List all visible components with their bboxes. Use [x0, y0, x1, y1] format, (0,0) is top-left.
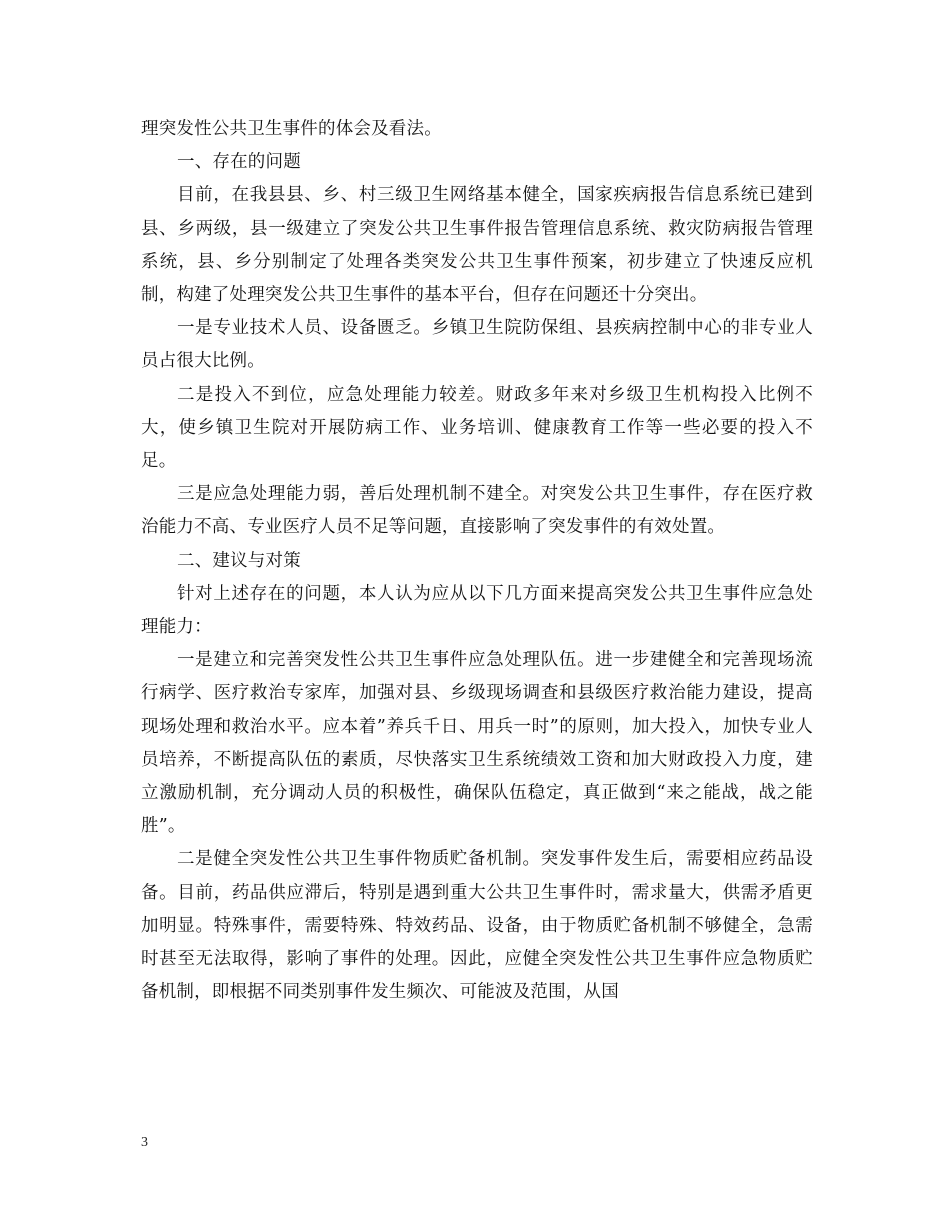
page-number: 3 — [141, 1135, 148, 1150]
paragraph-current-status: 目前，在我县县、乡、村三级卫生网络基本健全，国家疾病报告信息系统已建到县、乡两级，县一级建立了突发公共卫生事件报告管理信息系统、救灾防病报告管理系统，县、乡分别制定了处理各类突发公共卫生事件预案，初步建立了快速反应机制，构建了处理突发公共卫生事件的基本平台，但存在问题还十分突出。 — [141, 185, 813, 306]
paragraph-continuation: 理突发性公共卫生事件的体会及看法。 — [141, 119, 442, 139]
paragraph-suggestions-intro: 针对上述存在的问题，本人认为应从以下几方面来提高突发公共卫生事件应急处理能力： — [141, 583, 813, 638]
section-heading-suggestions: 二、建议与对策 — [177, 550, 301, 571]
paragraph-problem-two: 二是投入不到位，应急处理能力较差。财政多年来对乡级卫生机构投入比例不大，使乡镇卫生院对开展防病工作、业务培训、健康教育工作等一些必要的投入不足。 — [141, 384, 813, 472]
paragraph-suggestion-one: 一是建立和完善突发性公共卫生事件应急处理队伍。进一步建健全和完善现场流行病学、医疗救治专家库，加强对县、乡级现场调查和县级医疗救治能力建设，提高现场处理和救治水平。应本着”养兵千日、用兵一时”的原则，加大投入，加快专业人员培养，不断提高队伍的素质，尽快落实卫生系统绩效工资和加大财政投入力度，建立激励机制，充分调动人员的积极性，确保队伍稳定，真正做到“来之能战，战之能胜”。 — [141, 650, 813, 837]
paragraph-suggestion-two: 二是健全突发性公共卫生事件物质贮备机制。突发事件发生后，需要相应药品设备。目前，药品供应滞后，特别是遇到重大公共卫生事件时，需求量大，供需矛盾更加明显。特殊事件，需要特殊、特效药品、设备，由于物质贮备机制不够健全，急需时甚至无法取得，影响了事件的处理。因此，应健全突发性公共卫生事件应急物质贮备机制，即根据不同类别事件发生频次、可能波及范围，从国 — [141, 849, 813, 1003]
section-heading-problems: 一、存在的问题 — [177, 152, 301, 173]
paragraph-problem-one: 一是专业技术人员、设备匮乏。乡镇卫生院防保组、县疾病控制中心的非专业人员占很大比例。 — [141, 318, 813, 372]
paragraph-problem-three: 三是应急处理能力弱，善后处理机制不建全。对突发公共卫生事件，存在医疗救治能力不高、专业医疗人员不足等问题，直接影响了突发事件的有效处置。 — [141, 484, 813, 538]
document-body — [141, 113, 813, 1009]
